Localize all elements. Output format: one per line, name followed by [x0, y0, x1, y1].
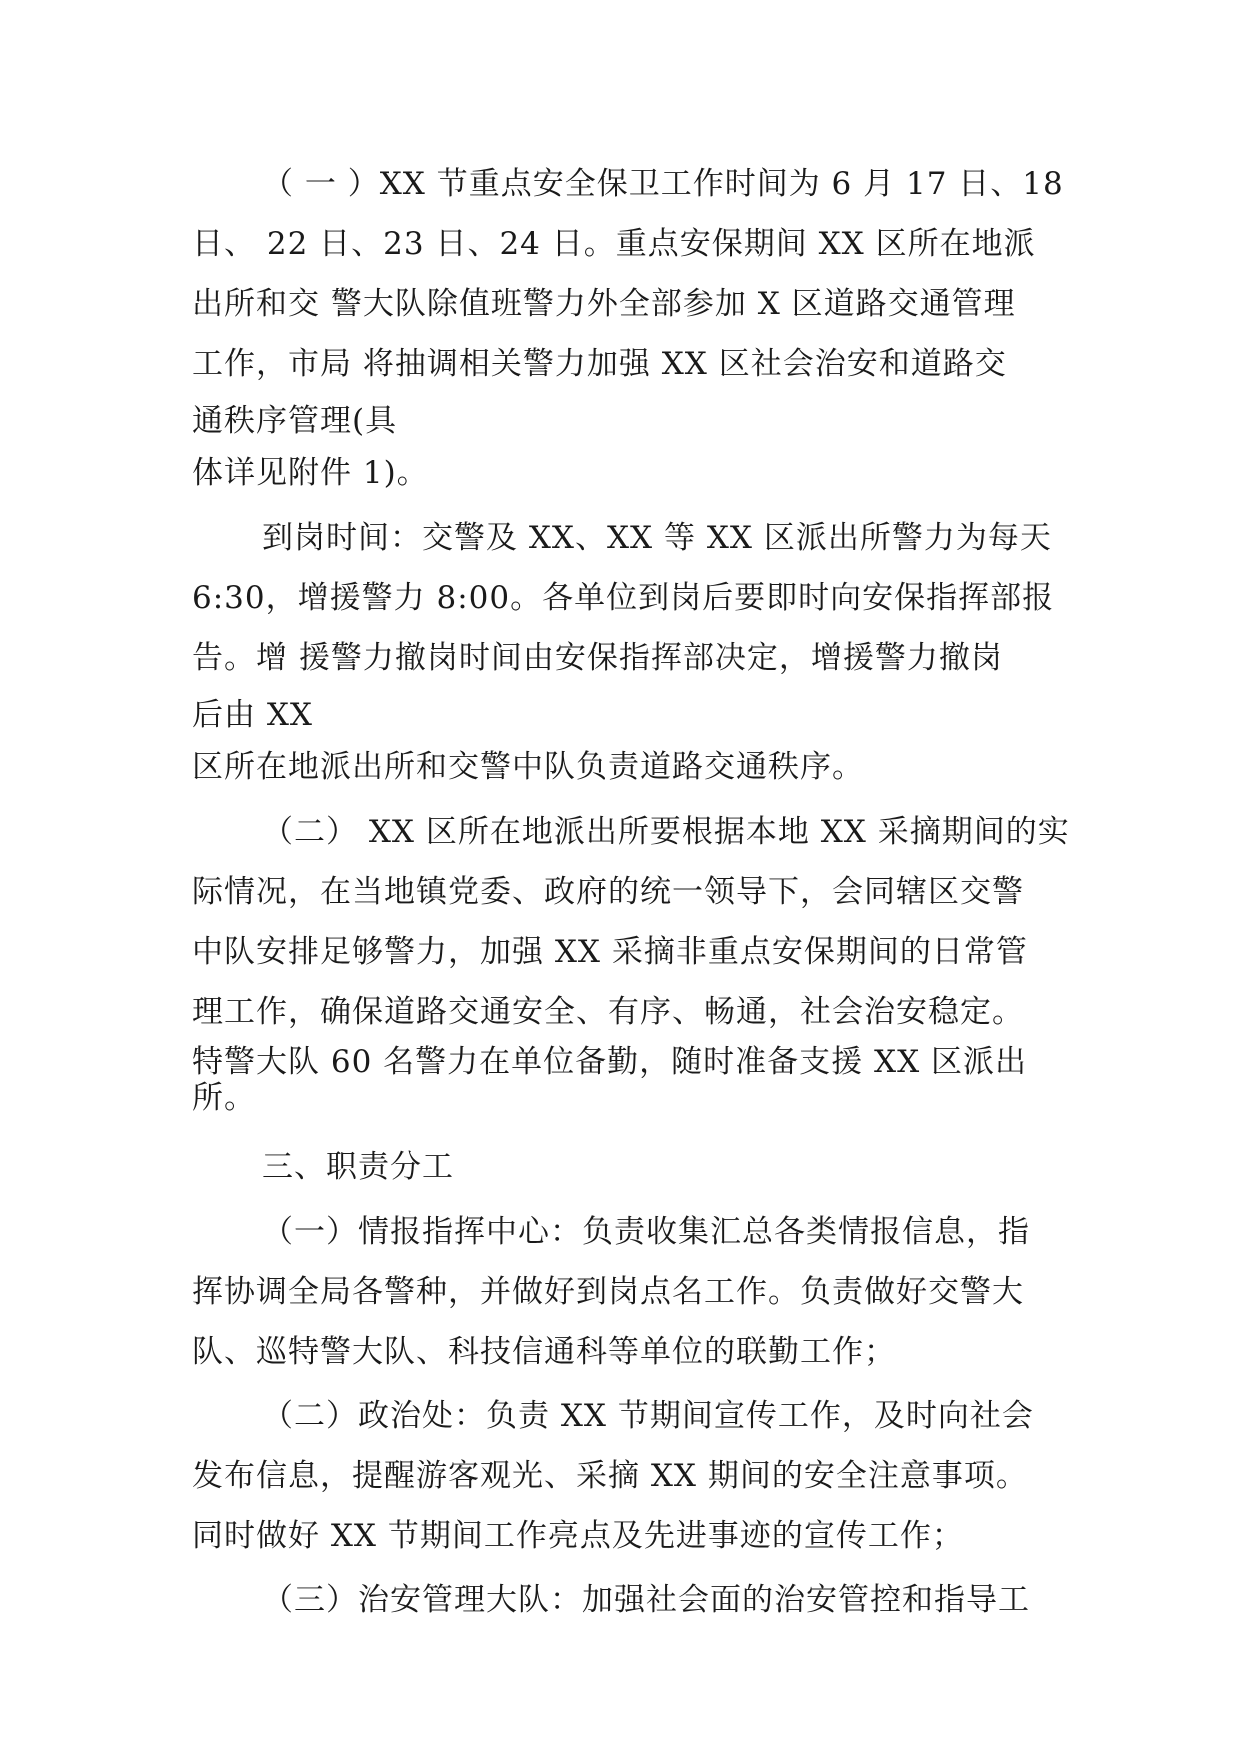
text-line: 特警大队 60 名警力在单位备勤，随时准备支援 XX 区派出: [192, 1044, 1027, 1080]
text-line: （一）情报指挥中心：负责收集汇总各类情报信息，指: [262, 1214, 1030, 1250]
text-line: 理工作，确保道路交通安全、有序、畅通，社会治安稳定。: [192, 994, 1024, 1030]
text-line: （二）政治处：负责 XX 节期间宣传工作，及时向社会: [262, 1398, 1034, 1434]
text-line: 后由 XX: [192, 697, 313, 733]
text-line: 同时做好 XX 节期间工作亮点及先进事迹的宣传工作；: [192, 1518, 964, 1554]
text-line: 体详见附件 1)。: [192, 455, 429, 491]
text-line: 所。: [192, 1080, 256, 1116]
text-line: （三）治安管理大队：加强社会面的治安管控和指导工: [262, 1582, 1030, 1618]
text-line: （ 一 ）XX 节重点安全保卫工作时间为 6 月 17 日、18: [262, 166, 1064, 202]
text-line: 际情况，在当地镇党委、政府的统一领导下，会同辖区交警: [192, 874, 1024, 910]
text-line: 6:30，增援警力 8:00。各单位到岗后要即时向安保指挥部报: [192, 580, 1055, 616]
text-line: 日、 22 日、23 日、24 日。重点安保期间 XX 区所在地派: [192, 226, 1036, 262]
text-line: 发布信息，提醒游客观光、采摘 XX 期间的安全注意事项。: [192, 1458, 1028, 1494]
text-line: 区所在地派出所和交警中队负责道路交通秩序。: [192, 749, 864, 785]
text-line: 出所和交 警大队除值班警力外全部参加 X 区道路交通管理: [192, 286, 1016, 322]
text-line: 到岗时间：交警及 XX、XX 等 XX 区派出所警力为每天: [262, 520, 1052, 556]
text-line: 工作，市局 将抽调相关警力加强 XX 区社会治安和道路交: [192, 346, 1007, 382]
text-line: 中队安排足够警力，加强 XX 采摘非重点安保期间的日常管: [192, 934, 1028, 970]
text-line: 告。增 援警力撤岗时间由安保指挥部决定，增援警力撤岗: [192, 640, 1003, 676]
section-heading: 三、职责分工: [262, 1149, 454, 1185]
text-line: 通秩序管理(具: [192, 403, 398, 439]
text-line: 挥协调全局各警种，并做好到岗点名工作。负责做好交警大: [192, 1274, 1024, 1310]
text-line: （二） XX 区所在地派出所要根据本地 XX 采摘期间的实: [262, 814, 1070, 850]
text-line: 队、巡特警大队、科技信通科等单位的联勤工作；: [192, 1334, 896, 1370]
